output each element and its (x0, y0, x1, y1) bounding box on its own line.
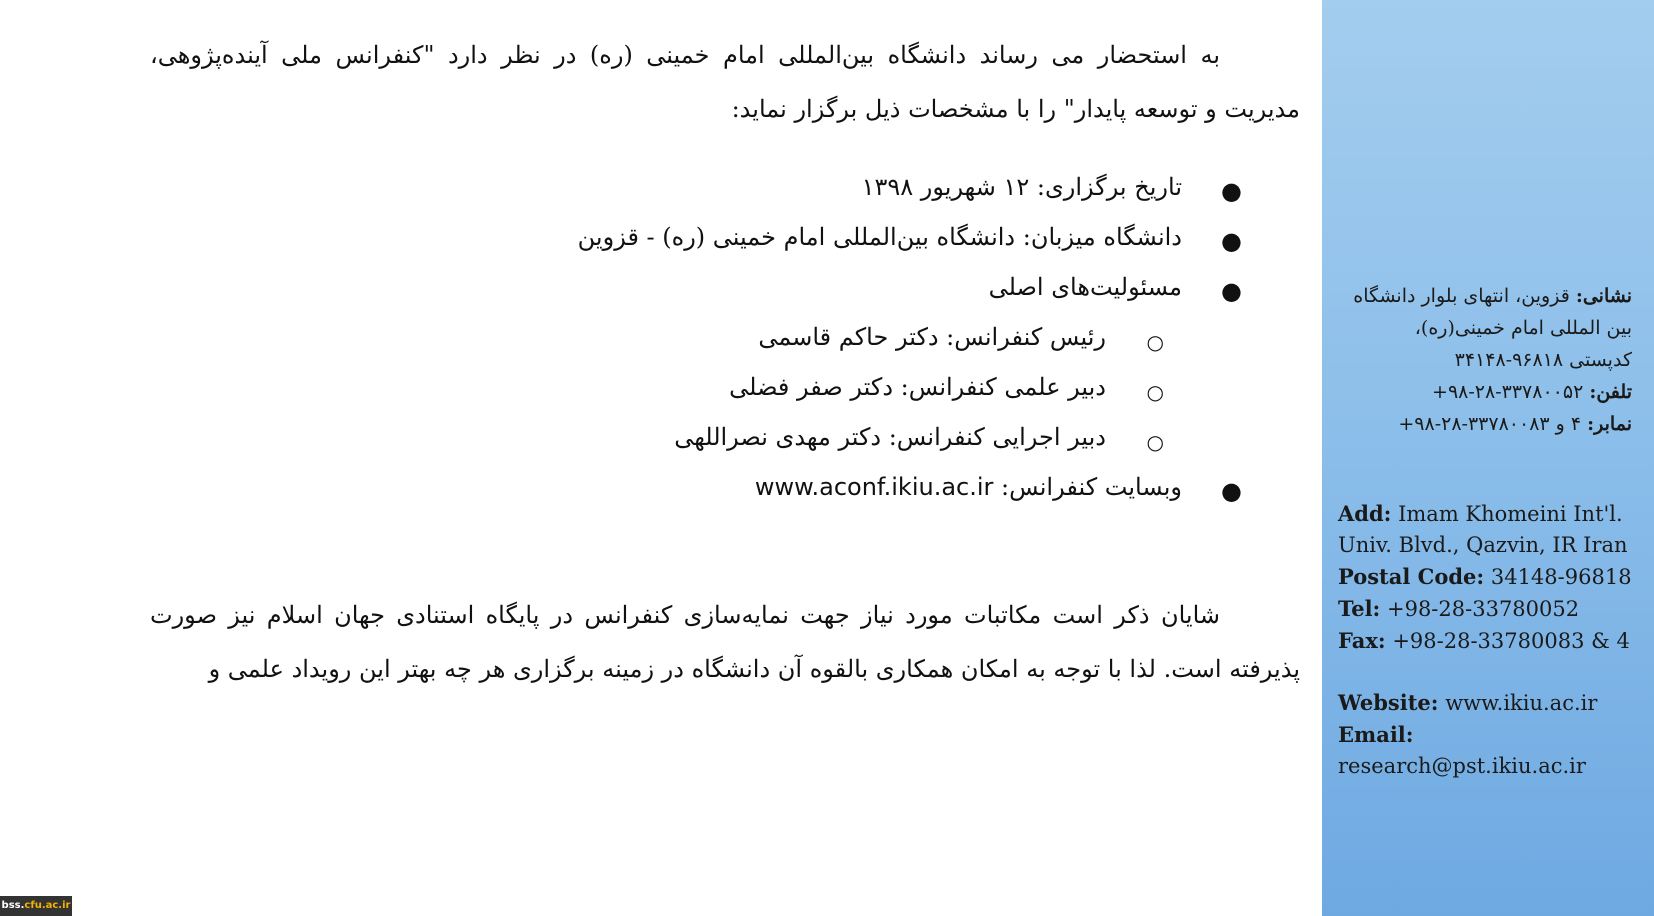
en-add-value: Imam Khomeini Int'l. Univ. Blvd., Qazvin, IR Iran (1338, 502, 1628, 557)
university-website-link[interactable]: www.ikiu.ac.ir (1438, 691, 1598, 715)
fa-tel-label: تلفن: (1589, 381, 1632, 403)
en-email-label: Email: (1338, 722, 1414, 747)
badge-domain: cfu.ac.ir (24, 900, 71, 911)
fa-address-line (1332, 280, 1632, 344)
closing-paragraph: شایان ذکر است مکاتبات مورد نیاز جهت نمایه‌سازی کنفرانس در پایگاه استنادی جهان اسلام نیز صورت پذیرفته است. لذا با توجه به امکان همکاری بالقوه آن دانشگاه در زمینه برگزاری هر چه بهتر این رویداد علمی و (150, 601, 1300, 683)
list-item-executive-secretary (150, 412, 1164, 462)
fa-tel-value: ۳۳۷۸۰۰۵۲-۲۸-۹۸+ (1432, 381, 1590, 403)
list-item-scientific-secretary (150, 362, 1164, 412)
en-tel-line (1338, 593, 1648, 625)
letter-body (150, 20, 1300, 900)
conference-date: تاریخ برگزاری: ۱۲ شهریور ۱۳۹۸ (861, 173, 1182, 201)
email-link[interactable]: research@pst.ikiu.ac.ir (1338, 754, 1586, 778)
fa-address-value: قزوین، انتهای بلوار دانشگاه بین المللی امام خمینی(ره)، (1353, 285, 1632, 339)
list-item-host (150, 212, 1242, 262)
badge-prefix: bss. (1, 900, 25, 911)
bullet-icon: ● (1221, 177, 1242, 205)
conference-website-link[interactable]: www.aconf.ikiu.ac.ir (754, 473, 994, 501)
host-university: دانشگاه میزبان: دانشگاه بین‌المللی امام خمینی (ره) - قزوین (577, 223, 1182, 251)
bullet-icon: ● (1221, 277, 1242, 305)
fa-tel-line (1332, 376, 1632, 408)
list-item-date (150, 162, 1242, 212)
intro-paragraph: به استحضار می رساند دانشگاه بین‌المللی امام خمینی (ره) در نظر دارد "کنفرانس ملی آینده‌پژوهی، مدیریت و توسعه پایدار" را با مشخصات ذیل برگزار نماید: (150, 41, 1300, 123)
en-postal-value: 34148-96818 (1484, 565, 1632, 589)
en-address-line (1338, 498, 1648, 561)
en-postal-line (1338, 561, 1648, 593)
executive-secretary: دبیر اجرایی کنفرانس: دکتر مهدی نصراللهی (674, 423, 1106, 451)
scientific-secretary: دبیر علمی کنفرانس: دکتر صفر فضلی (729, 373, 1106, 401)
en-postal-label: Postal Code: (1338, 564, 1485, 589)
bullet-icon: ● (1221, 227, 1242, 255)
en-website-line (1338, 687, 1648, 719)
english-contact-block (1338, 498, 1648, 782)
source-badge (0, 896, 72, 916)
website-label: وبسایت کنفرانس: (1001, 473, 1182, 501)
responsibilities-heading: مسئولیت‌های اصلی (988, 273, 1182, 301)
en-add-label: Add: (1338, 501, 1392, 526)
en-website-label: Website: (1338, 690, 1439, 715)
en-tel-value: +98-28-33780052 (1380, 597, 1580, 621)
conference-details-list (150, 162, 1300, 512)
fa-postal-code: کدپستی ۹۶۸۱۸-۳۴۱۴۸ (1454, 349, 1632, 371)
fa-fax-value: ۴ و ۳۳۷۸۰۰۸۳-۲۸-۹۸+ (1398, 413, 1588, 435)
list-item-website (150, 462, 1242, 512)
fa-address-label: نشانی: (1575, 285, 1632, 307)
persian-contact-block (1332, 280, 1632, 440)
circle-bullet-icon: ○ (1146, 330, 1164, 354)
circle-bullet-icon: ○ (1146, 380, 1164, 404)
fa-fax-label: نمابر: (1587, 413, 1632, 435)
bullet-icon: ● (1221, 477, 1242, 505)
list-item-chair (150, 312, 1164, 362)
fa-fax-line (1332, 408, 1632, 440)
spacer (1338, 657, 1648, 687)
contact-sidebar (1322, 0, 1654, 916)
en-fax-label: Fax: (1338, 628, 1386, 653)
en-fax-value: +98-28-33780083 & 4 (1385, 629, 1630, 653)
conference-chair: رئیس کنفرانس: دکتر حاکم قاسمی (758, 323, 1106, 351)
en-email-line (1338, 719, 1648, 782)
en-tel-label: Tel: (1338, 596, 1381, 621)
en-fax-line (1338, 625, 1648, 657)
responsibilities-list (150, 312, 1182, 462)
list-item-responsibilities (150, 262, 1242, 462)
circle-bullet-icon: ○ (1146, 430, 1164, 454)
